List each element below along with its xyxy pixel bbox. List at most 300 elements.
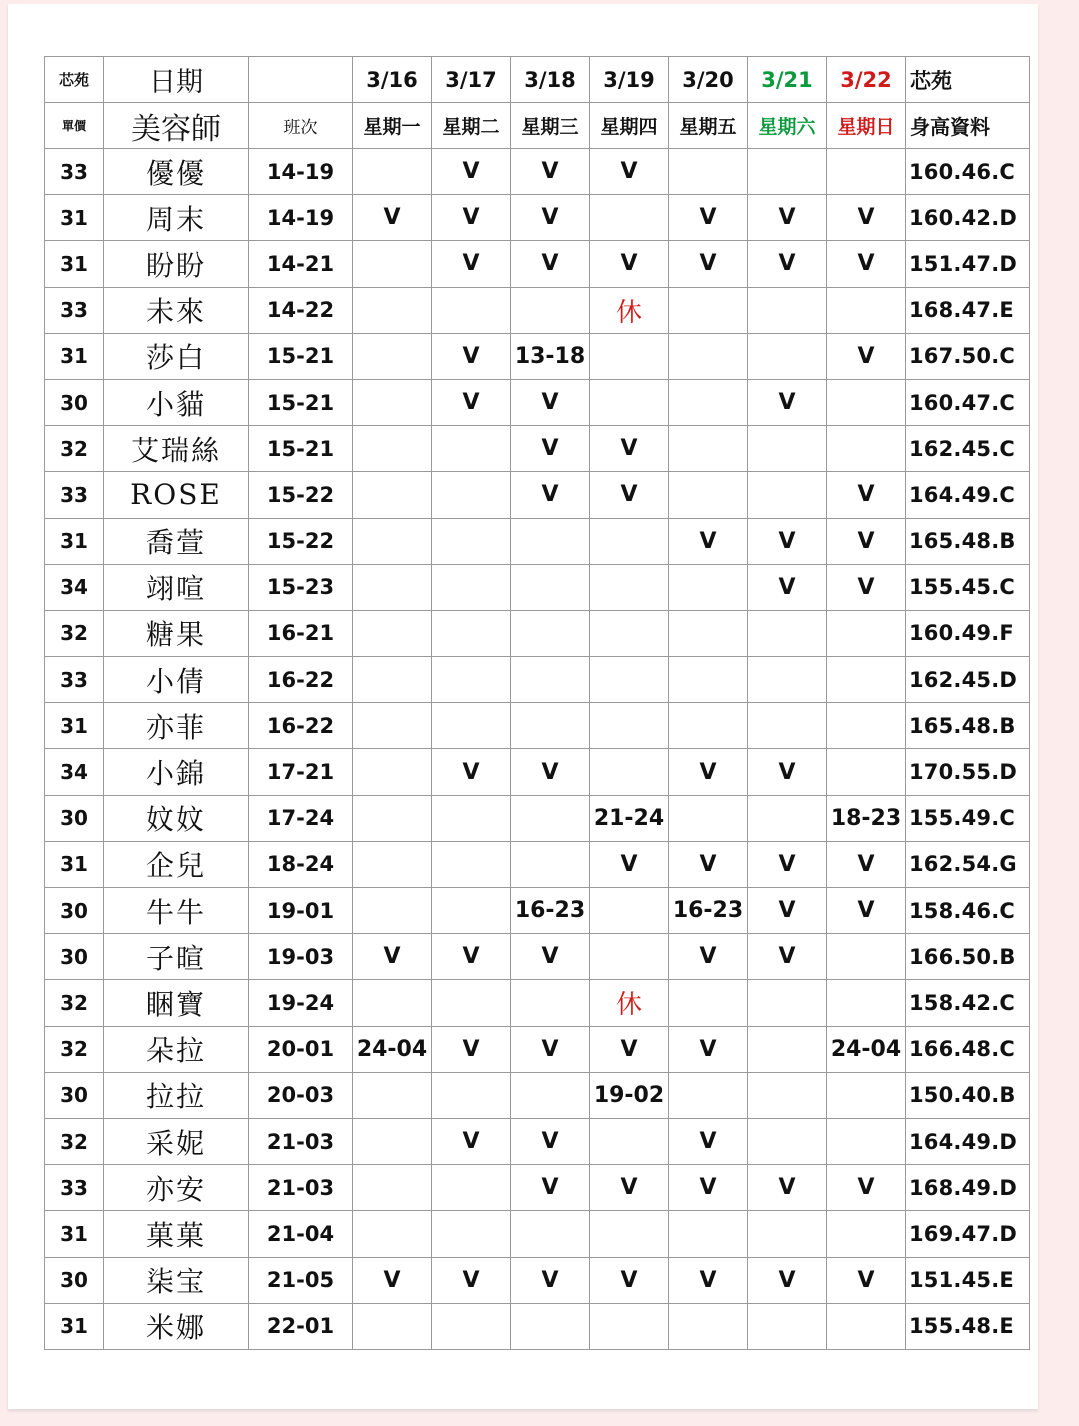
day-cell-sun [827, 426, 906, 472]
day-cell-fri [669, 426, 748, 472]
beautician-name: 亦安 [104, 1165, 249, 1211]
day-cell-wed [511, 518, 590, 564]
day-cell-wed [511, 1072, 590, 1118]
day-cell-sat [748, 1026, 827, 1072]
beautician-name: 朵拉 [104, 1026, 249, 1072]
day-cell-sat: V [748, 934, 827, 980]
beautician-name: 優優 [104, 149, 249, 195]
height-cell: 164.49.C [906, 472, 1030, 518]
shift-cell: 19-01 [249, 888, 353, 934]
day-cell-wed: 16-23 [511, 888, 590, 934]
day-cell-fri: V [669, 1257, 748, 1303]
height-cell: 162.45.D [906, 657, 1030, 703]
day-cell-wed [511, 610, 590, 656]
day-cell-sun [827, 1303, 906, 1349]
beautician-name: 盼盼 [104, 241, 249, 287]
table-row [45, 657, 1030, 703]
day-cell-sun [827, 1072, 906, 1118]
table-row [45, 1165, 1030, 1211]
shift-cell: 20-01 [249, 1026, 353, 1072]
day-cell-fri: V [669, 1118, 748, 1164]
beautician-name: 糖果 [104, 610, 249, 656]
beautician-name: 采妮 [104, 1118, 249, 1164]
height-cell: 166.48.C [906, 1026, 1030, 1072]
day-cell-sat: V [748, 241, 827, 287]
schedule-body [45, 57, 1030, 1350]
day-cell-sat [748, 1118, 827, 1164]
day-cell-fri: 16-23 [669, 888, 748, 934]
day-cell-fri [669, 1303, 748, 1349]
day-cell-tue [432, 1303, 511, 1349]
price-cell: 32 [45, 426, 104, 472]
day-cell-sat [748, 980, 827, 1026]
day-cell-wed: V [511, 1257, 590, 1303]
day-cell-sat: V [748, 564, 827, 610]
day-cell-wed [511, 1211, 590, 1257]
price-cell: 34 [45, 749, 104, 795]
shift-cell: 20-03 [249, 1072, 353, 1118]
beautician-name: ROSE [104, 472, 249, 518]
day-cell-tue [432, 472, 511, 518]
day-cell-sat: V [748, 841, 827, 887]
day-cell-tue [432, 841, 511, 887]
day-cell-sun: V [827, 333, 906, 379]
day-cell-fri [669, 564, 748, 610]
height-cell: 168.47.E [906, 287, 1030, 333]
table-row [45, 379, 1030, 425]
day-cell-thu [590, 1303, 669, 1349]
day-cell-sun [827, 1211, 906, 1257]
day-cell-fri [669, 610, 748, 656]
shift-cell: 15-21 [249, 333, 353, 379]
day-cell-tue [432, 287, 511, 333]
table-row [45, 518, 1030, 564]
day-cell-fri [669, 1072, 748, 1118]
day-cell-sun [827, 379, 906, 425]
day-cell-thu: V [590, 1026, 669, 1072]
date-mon: 3/16 [353, 57, 432, 103]
day-cell-thu: V [590, 149, 669, 195]
price-cell: 33 [45, 472, 104, 518]
shift-cell: 15-21 [249, 379, 353, 425]
day-cell-thu: 19-02 [590, 1072, 669, 1118]
day-cell-sat: V [748, 888, 827, 934]
table-row [45, 149, 1030, 195]
day-cell-sun [827, 610, 906, 656]
date-sun: 3/22 [827, 57, 906, 103]
header-row-weekdays [45, 103, 1030, 149]
weekday-sun: 星期日 [827, 103, 906, 149]
day-cell-thu [590, 703, 669, 749]
shift-cell: 15-21 [249, 426, 353, 472]
price-cell: 32 [45, 1118, 104, 1164]
table-row [45, 333, 1030, 379]
day-cell-sun [827, 749, 906, 795]
shift-cell: 14-19 [249, 195, 353, 241]
shift-cell: 16-22 [249, 703, 353, 749]
table-row [45, 1303, 1030, 1349]
price-cell: 31 [45, 703, 104, 749]
shift-cell: 14-22 [249, 287, 353, 333]
day-cell-sun [827, 287, 906, 333]
height-cell: 155.45.C [906, 564, 1030, 610]
day-cell-sun: V [827, 241, 906, 287]
table-row [45, 1026, 1030, 1072]
day-cell-wed [511, 657, 590, 703]
day-cell-fri: V [669, 841, 748, 887]
day-cell-mon [353, 795, 432, 841]
day-cell-wed: 13-18 [511, 333, 590, 379]
day-cell-fri [669, 472, 748, 518]
day-cell-fri: V [669, 241, 748, 287]
shift-cell: 14-19 [249, 149, 353, 195]
day-cell-sat: V [748, 749, 827, 795]
height-cell: 151.45.E [906, 1257, 1030, 1303]
day-cell-sat: V [748, 379, 827, 425]
price-cell: 31 [45, 1211, 104, 1257]
date-wed: 3/18 [511, 57, 590, 103]
day-cell-mon [353, 1072, 432, 1118]
day-cell-mon [353, 472, 432, 518]
day-cell-sun: V [827, 518, 906, 564]
day-cell-wed [511, 703, 590, 749]
height-cell: 164.49.D [906, 1118, 1030, 1164]
weekday-tue: 星期二 [432, 103, 511, 149]
day-cell-wed [511, 795, 590, 841]
day-cell-mon [353, 610, 432, 656]
day-cell-wed [511, 980, 590, 1026]
shift-cell: 18-24 [249, 841, 353, 887]
day-cell-tue: V [432, 1257, 511, 1303]
day-cell-mon [353, 1303, 432, 1349]
day-cell-thu [590, 195, 669, 241]
table-row [45, 749, 1030, 795]
beautician-name: 亦菲 [104, 703, 249, 749]
day-cell-fri [669, 795, 748, 841]
day-cell-sun [827, 703, 906, 749]
day-cell-fri [669, 379, 748, 425]
shift-cell: 21-03 [249, 1118, 353, 1164]
beautician-name: 小錦 [104, 749, 249, 795]
beautician-name: 牛牛 [104, 888, 249, 934]
price-cell: 31 [45, 1303, 104, 1349]
day-cell-fri: V [669, 749, 748, 795]
day-cell-sun [827, 934, 906, 980]
date-sat: 3/21 [748, 57, 827, 103]
day-cell-mon: 24-04 [353, 1026, 432, 1072]
table-row [45, 795, 1030, 841]
day-cell-thu: V [590, 841, 669, 887]
day-cell-wed: V [511, 241, 590, 287]
day-cell-fri: V [669, 1165, 748, 1211]
height-cell: 160.47.C [906, 379, 1030, 425]
day-cell-wed: V [511, 379, 590, 425]
table-row [45, 980, 1030, 1026]
shift-cell: 19-03 [249, 934, 353, 980]
height-cell: 169.47.D [906, 1211, 1030, 1257]
height-cell: 167.50.C [906, 333, 1030, 379]
beautician-name: 喬萱 [104, 518, 249, 564]
day-cell-sat [748, 1072, 827, 1118]
price-cell: 33 [45, 657, 104, 703]
day-cell-sat [748, 426, 827, 472]
shift-cell: 21-05 [249, 1257, 353, 1303]
beautician-name: 莎白 [104, 333, 249, 379]
day-cell-sat [748, 657, 827, 703]
beautician-name: 翊喧 [104, 564, 249, 610]
day-cell-mon [353, 657, 432, 703]
day-cell-tue: V [432, 333, 511, 379]
day-cell-tue: V [432, 1118, 511, 1164]
price-cell: 32 [45, 610, 104, 656]
day-cell-fri [669, 333, 748, 379]
day-cell-mon [353, 888, 432, 934]
day-cell-wed: V [511, 1118, 590, 1164]
shift-cell: 21-03 [249, 1165, 353, 1211]
day-cell-thu [590, 333, 669, 379]
day-cell-thu [590, 657, 669, 703]
shift-cell: 17-24 [249, 795, 353, 841]
price-cell: 33 [45, 1165, 104, 1211]
day-cell-sun: V [827, 1165, 906, 1211]
weekday-wed: 星期三 [511, 103, 590, 149]
day-cell-mon [353, 149, 432, 195]
height-cell: 162.54.G [906, 841, 1030, 887]
day-cell-sun: V [827, 472, 906, 518]
day-cell-mon [353, 426, 432, 472]
day-cell-mon [353, 980, 432, 1026]
shift-cell: 21-04 [249, 1211, 353, 1257]
day-cell-mon [353, 703, 432, 749]
day-cell-tue: V [432, 749, 511, 795]
table-row [45, 934, 1030, 980]
weekday-fri: 星期五 [669, 103, 748, 149]
height-cell: 168.49.D [906, 1165, 1030, 1211]
day-cell-mon [353, 1165, 432, 1211]
day-cell-thu: V [590, 1165, 669, 1211]
table-row [45, 195, 1030, 241]
shift-cell: 15-23 [249, 564, 353, 610]
table-row [45, 1118, 1030, 1164]
table-row [45, 241, 1030, 287]
table-row [45, 1257, 1030, 1303]
day-cell-thu [590, 1118, 669, 1164]
price-cell: 34 [45, 564, 104, 610]
day-cell-sun: V [827, 564, 906, 610]
day-cell-thu [590, 1211, 669, 1257]
day-cell-tue: V [432, 241, 511, 287]
beautician-name: 周末 [104, 195, 249, 241]
day-cell-sat [748, 333, 827, 379]
beautician-label: 美容師 [104, 103, 249, 149]
day-cell-wed: V [511, 426, 590, 472]
day-cell-wed [511, 564, 590, 610]
price-cell: 30 [45, 1072, 104, 1118]
date-fri: 3/20 [669, 57, 748, 103]
day-cell-fri [669, 287, 748, 333]
day-cell-wed: V [511, 749, 590, 795]
day-cell-fri [669, 1211, 748, 1257]
shift-cell: 22-01 [249, 1303, 353, 1349]
price-label: 單價 [45, 103, 104, 149]
beautician-name: 妏妏 [104, 795, 249, 841]
price-cell: 31 [45, 241, 104, 287]
day-cell-wed [511, 1303, 590, 1349]
height-cell: 155.49.C [906, 795, 1030, 841]
beautician-name: 小貓 [104, 379, 249, 425]
price-cell: 30 [45, 379, 104, 425]
day-cell-wed: V [511, 1165, 590, 1211]
day-cell-wed: V [511, 472, 590, 518]
day-cell-fri [669, 657, 748, 703]
day-cell-sun: V [827, 888, 906, 934]
shift-label: 班次 [249, 103, 353, 149]
day-cell-tue [432, 610, 511, 656]
price-cell: 32 [45, 980, 104, 1026]
day-cell-sat: V [748, 518, 827, 564]
day-cell-fri: V [669, 934, 748, 980]
price-cell: 31 [45, 195, 104, 241]
day-cell-tue: V [432, 379, 511, 425]
beautician-name: 未來 [104, 287, 249, 333]
height-cell: 160.46.C [906, 149, 1030, 195]
day-cell-thu: V [590, 241, 669, 287]
weekday-sat: 星期六 [748, 103, 827, 149]
price-cell: 31 [45, 841, 104, 887]
day-cell-fri: V [669, 195, 748, 241]
price-cell: 30 [45, 795, 104, 841]
day-cell-thu: 休 [590, 287, 669, 333]
date-tue: 3/17 [432, 57, 511, 103]
shift-cell: 15-22 [249, 472, 353, 518]
header-blank-cell [249, 57, 353, 103]
table-row [45, 287, 1030, 333]
table-row [45, 610, 1030, 656]
day-cell-wed: V [511, 195, 590, 241]
height-cell: 165.48.B [906, 518, 1030, 564]
day-cell-thu [590, 888, 669, 934]
day-cell-sun: V [827, 841, 906, 887]
day-cell-wed: V [511, 1026, 590, 1072]
day-cell-sun: 18-23 [827, 795, 906, 841]
day-cell-mon [353, 241, 432, 287]
date-label: 日期 [104, 57, 249, 103]
shift-cell: 15-22 [249, 518, 353, 564]
day-cell-wed [511, 287, 590, 333]
shift-cell: 19-24 [249, 980, 353, 1026]
day-cell-mon: V [353, 1257, 432, 1303]
schedule-page [8, 4, 1038, 1409]
day-cell-fri [669, 703, 748, 749]
height-cell: 165.48.B [906, 703, 1030, 749]
price-cell: 33 [45, 287, 104, 333]
beautician-name: 企兒 [104, 841, 249, 887]
beautician-name: 艾瑞絲 [104, 426, 249, 472]
day-cell-tue: V [432, 195, 511, 241]
day-cell-sun: V [827, 195, 906, 241]
price-cell: 31 [45, 333, 104, 379]
day-cell-thu: V [590, 1257, 669, 1303]
day-cell-sun [827, 657, 906, 703]
height-cell: 170.55.D [906, 749, 1030, 795]
day-cell-thu [590, 610, 669, 656]
day-cell-thu: 休 [590, 980, 669, 1026]
day-cell-tue [432, 703, 511, 749]
day-cell-mon: V [353, 195, 432, 241]
day-cell-thu [590, 749, 669, 795]
day-cell-tue [432, 795, 511, 841]
day-cell-thu [590, 564, 669, 610]
day-cell-fri [669, 149, 748, 195]
shift-cell: 16-21 [249, 610, 353, 656]
day-cell-sun [827, 1118, 906, 1164]
shift-cell: 16-22 [249, 657, 353, 703]
day-cell-tue [432, 518, 511, 564]
day-cell-sat [748, 472, 827, 518]
day-cell-tue: V [432, 934, 511, 980]
height-cell: 155.48.E [906, 1303, 1030, 1349]
day-cell-wed [511, 841, 590, 887]
day-cell-thu [590, 379, 669, 425]
day-cell-sat [748, 795, 827, 841]
price-cell: 32 [45, 1026, 104, 1072]
day-cell-sat [748, 1303, 827, 1349]
price-cell: 30 [45, 1257, 104, 1303]
shift-cell: 17-21 [249, 749, 353, 795]
brand-right-label: 芯苑 [906, 57, 1030, 103]
day-cell-tue [432, 888, 511, 934]
day-cell-mon [353, 333, 432, 379]
day-cell-tue [432, 657, 511, 703]
day-cell-tue [432, 564, 511, 610]
day-cell-sun [827, 149, 906, 195]
day-cell-mon [353, 379, 432, 425]
day-cell-thu: V [590, 472, 669, 518]
day-cell-tue [432, 980, 511, 1026]
height-cell: 150.40.B [906, 1072, 1030, 1118]
day-cell-tue: V [432, 149, 511, 195]
day-cell-mon [353, 1211, 432, 1257]
day-cell-mon: V [353, 934, 432, 980]
day-cell-sun [827, 980, 906, 1026]
day-cell-mon [353, 749, 432, 795]
day-cell-tue [432, 1165, 511, 1211]
height-cell: 160.49.F [906, 610, 1030, 656]
day-cell-tue [432, 426, 511, 472]
table-row [45, 888, 1030, 934]
day-cell-sat: V [748, 195, 827, 241]
weekday-thu: 星期四 [590, 103, 669, 149]
day-cell-sat [748, 287, 827, 333]
price-cell: 30 [45, 934, 104, 980]
day-cell-tue [432, 1072, 511, 1118]
table-row [45, 1211, 1030, 1257]
day-cell-thu: 21-24 [590, 795, 669, 841]
beautician-name: 子暄 [104, 934, 249, 980]
day-cell-sat [748, 1211, 827, 1257]
price-cell: 33 [45, 149, 104, 195]
height-label: 身高資料 [906, 103, 1030, 149]
day-cell-mon [353, 841, 432, 887]
height-cell: 162.45.C [906, 426, 1030, 472]
brand-label: 芯苑 [45, 57, 104, 103]
schedule-table [44, 56, 1030, 1350]
day-cell-wed: V [511, 149, 590, 195]
weekday-mon: 星期一 [353, 103, 432, 149]
price-cell: 31 [45, 518, 104, 564]
height-cell: 158.42.C [906, 980, 1030, 1026]
height-cell: 151.47.D [906, 241, 1030, 287]
